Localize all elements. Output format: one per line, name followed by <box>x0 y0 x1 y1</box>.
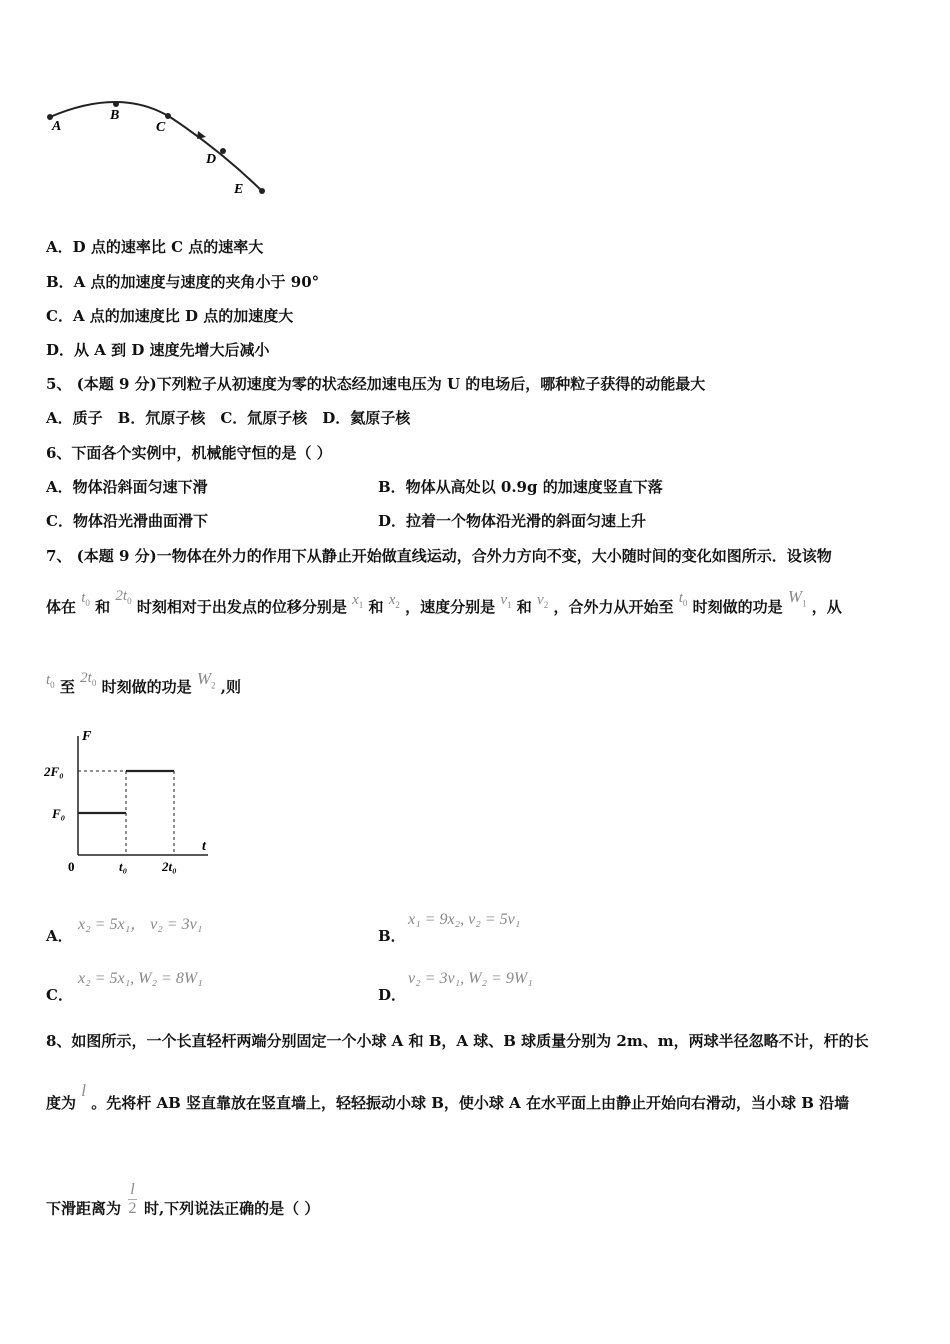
x-tick-2t0: 2t₀ <box>162 859 177 874</box>
label-A: A <box>52 119 62 134</box>
q6-option-b: B．物体从高处以 0.9g 的加速度竖直下落 <box>378 478 663 496</box>
x-tick-t0: t₀ <box>119 859 128 874</box>
sym-x2: $x_2$ <box>388 592 400 610</box>
sym-v2: $v_2$ <box>537 592 549 610</box>
q8-line-1: 8、如图所示，一个长直轻杆两端分别固定一个小球 A 和 B，A 球、B 球质量分别为 2m、m，两球半径忽略不计，杆的长 <box>46 1032 869 1050</box>
point-E <box>259 188 265 194</box>
fraction-l-over-2 <box>128 1181 136 1218</box>
q7-line-3: $t_0$ 至 $2t_0$ 时刻做的功是 $W_2$ ,则 <box>46 669 241 696</box>
direction-arrow <box>197 131 206 139</box>
q8-line-3: 下滑距离为 $\frac{l}{2}$ 时,下列说法正确的是（ ） <box>46 1181 320 1218</box>
point-C <box>165 113 171 119</box>
q7-option-b-label: B． <box>378 927 406 945</box>
y-tick-f0: F₀ <box>52 806 66 821</box>
trajectory-figure <box>40 95 280 205</box>
sym-l: l <box>81 1081 86 1100</box>
q7-option-d-math: v₂ = 3v₁, W₂ = 9W₁ <box>408 970 533 987</box>
label-C: C <box>156 120 166 135</box>
q6-option-a: A．物体沿斜面匀速下滑 <box>46 478 208 496</box>
sym-2t0: $2t_0$ <box>115 588 132 606</box>
sym-W1: $W_1$ <box>787 587 807 609</box>
label-E: E <box>234 182 244 197</box>
point-B <box>113 101 119 107</box>
q7-option-c-math: x₂ = 5x₁, W₂ = 8W₁ <box>78 970 203 987</box>
x-tick-0: 0 <box>68 859 75 874</box>
sym-x1: $x_1$ <box>352 592 364 610</box>
q6-option-d: D．拉着一个物体沿光滑的斜面匀速上升 <box>378 512 647 530</box>
q7-option-d-label: D． <box>378 986 407 1004</box>
q4-option-d: D．从 A 到 D 速度先增大后减小 <box>46 341 270 359</box>
sym-t0-c: $t_0$ <box>46 672 55 690</box>
q5-options: A．质子 B．氘原子核 C．氚原子核 D．氦原子核 <box>46 409 411 427</box>
q7-option-a-label: A． <box>46 927 73 945</box>
x-axis-label: t <box>202 839 206 854</box>
sym-2t0-b: $2t_0$ <box>80 670 97 688</box>
sym-t0-b: $t_0$ <box>678 590 688 608</box>
q7-option-c-label: C． <box>46 986 73 1004</box>
label-B: B <box>110 108 120 123</box>
fraction-numerator: l <box>130 1181 135 1198</box>
point-D <box>220 148 226 154</box>
sym-v1: $v_1$ <box>500 592 512 610</box>
y-tick-2f0: 2F₀ <box>44 764 64 779</box>
q4-option-a: A．D 点的速率比 C 点的速率大 <box>46 238 264 256</box>
force-time-chart <box>40 722 230 882</box>
sym-t0: $t_0$ <box>81 590 90 608</box>
label-D: D <box>206 152 217 167</box>
q6-option-c: C．物体沿光滑曲面滑下 <box>46 512 208 530</box>
q6-stem: 6、下面各个实例中，机械能守恒的是（ ） <box>46 444 332 462</box>
q7-option-b-math: x₁ = 9x₂, v₂ = 5v₁ <box>408 911 521 928</box>
trajectory-curve <box>50 102 262 191</box>
q7-option-a-math: x₂ = 5x₁， v₂ = 3v₁ <box>78 916 203 933</box>
fraction-denominator: 2 <box>128 1200 137 1217</box>
q5-stem: 5、 (本题 9 分)下列粒子从初速度为零的状态经加速电压为 U 的电场后，哪种粒子获得的动能最大 <box>46 375 706 393</box>
sym-W2: $W_2$ <box>196 669 216 691</box>
q7-line-1: 7、 (本题 9 分)一物体在外力的作用下从静止开始做直线运动，合外力方向不变，大小随时间的变化如图所示．设该物 <box>46 547 832 565</box>
q4-option-b: B．A 点的加速度与速度的夹角小于 90° <box>46 273 320 291</box>
q4-option-c: C．A 点的加速度比 D 点的加速度大 <box>46 307 294 325</box>
q7-line-2: 体在 $t_0$ 和 $2t_0$ 时刻相对于出发点的位移分别是 $x_1$ 和 $x_2$ ，速度分别是 $v_1$ 和 $v_2$ ，合外力从开始至 $t_0$ 时刻做的功是 $W_1$ ，从 <box>46 587 842 616</box>
y-axis-label: F <box>82 729 92 744</box>
q8-line-2: 度为 l 。先将杆 AB 竖直靠放在竖直墙上，轻轻振动小球 B，使小球 A 在水平面上由静止开始向右滑动，当小球 B 沿墙 <box>46 1081 850 1112</box>
